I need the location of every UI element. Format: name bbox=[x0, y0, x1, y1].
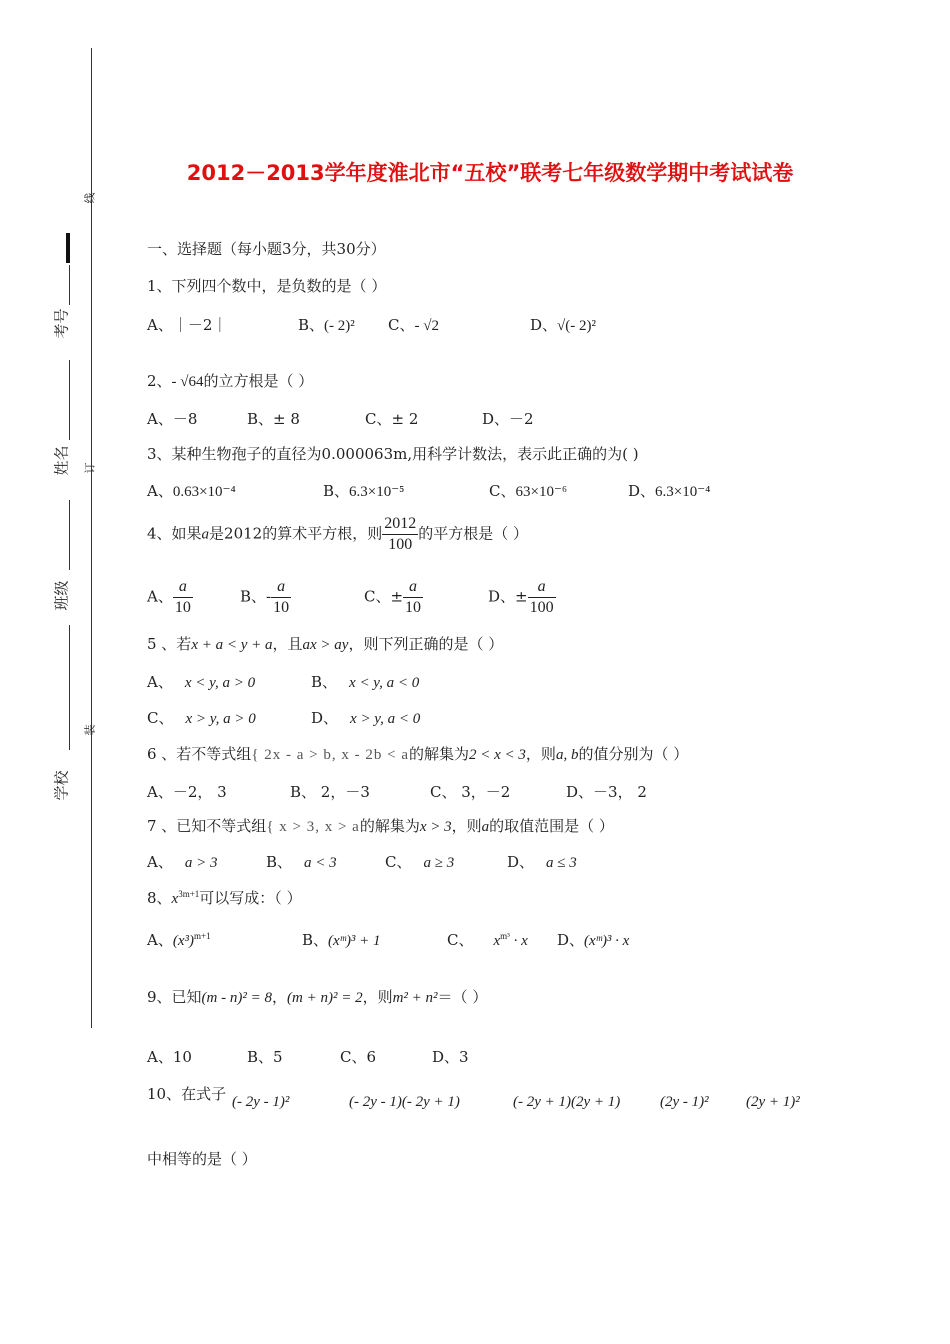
exam-no-label: 考号 bbox=[52, 308, 71, 339]
binding-margin bbox=[0, 0, 110, 1344]
q7-stem-mid2: ，则 bbox=[451, 817, 482, 835]
q4-fraction bbox=[382, 514, 418, 555]
q7-option-c-math: a ≥ 3 bbox=[423, 855, 455, 871]
school-line bbox=[69, 625, 70, 750]
q2-option-c: C、± 2 bbox=[365, 410, 419, 428]
q9-eq1: (m - n)² = 8 bbox=[201, 990, 272, 1006]
q6-option-a: A、－2， 3 bbox=[147, 783, 227, 801]
q5-option-b-math: x < y, a < 0 bbox=[349, 675, 420, 691]
q4-option-c bbox=[364, 577, 423, 618]
school-label: 学校 bbox=[52, 770, 71, 801]
q8-option-c-tail: · x bbox=[509, 933, 528, 949]
q8-option-c-math: x bbox=[493, 933, 501, 949]
q10-expr-5: (2y + 1)² bbox=[746, 1094, 800, 1110]
q10-expr-3: (- 2y + 1)(2y + 1) bbox=[513, 1094, 621, 1110]
name-line bbox=[69, 360, 70, 440]
q1-option-d-label: D、 bbox=[530, 316, 558, 334]
q2-option-d: D、－2 bbox=[482, 410, 534, 428]
q8-exponent: 3m+1 bbox=[178, 889, 200, 899]
q6-system: { 2x - a > b, x - 2b < a bbox=[251, 747, 409, 763]
q9-stem-post: ＝（ ） bbox=[437, 988, 488, 1006]
q4-option-d-frac bbox=[528, 577, 556, 618]
q8-stem-pre: 8、 bbox=[147, 889, 172, 907]
q5-stem-mid: ，且 bbox=[272, 635, 303, 653]
q7-system: { x > 3, x > a bbox=[266, 819, 360, 835]
q4-option-b-num: a bbox=[271, 577, 291, 598]
q1-option-b-math: (- 2)² bbox=[324, 318, 355, 334]
q2-stem-math: - √64 bbox=[171, 374, 204, 390]
q3-option-c bbox=[489, 480, 567, 501]
q9-expr: m² + n² bbox=[392, 990, 438, 1006]
q2-option-b: B、± 8 bbox=[247, 410, 300, 428]
q5-option-b bbox=[311, 671, 419, 692]
q8-stem bbox=[147, 887, 302, 908]
q8-option-b-label: B、 bbox=[302, 931, 329, 949]
q9-option-d: D、3 bbox=[432, 1048, 469, 1066]
q4-option-d bbox=[488, 577, 556, 618]
q4-option-d-den: 100 bbox=[529, 599, 554, 616]
q4-option-b-den: 10 bbox=[273, 599, 290, 616]
q5-option-a bbox=[147, 671, 255, 692]
q6-stem-mid2: ，则 bbox=[525, 745, 556, 763]
q2-stem bbox=[147, 370, 313, 391]
q2-stem-pre: 2、 bbox=[147, 372, 172, 390]
q8-option-b bbox=[302, 929, 381, 950]
q5-option-d-math: x > y, a < 0 bbox=[350, 711, 421, 727]
q9-eq2: (m + n)² = 2 bbox=[287, 990, 363, 1006]
q5-stem-post: ，则下列正确的是（ ） bbox=[348, 635, 504, 653]
q5-stem-pre: 5 、若 bbox=[147, 635, 192, 653]
q4-frac-num: 2012 bbox=[382, 514, 418, 535]
q7-solution: x > 3 bbox=[419, 819, 452, 835]
q8-option-a-exp: m+1 bbox=[194, 931, 211, 941]
q5-option-a-math: x < y, a > 0 bbox=[184, 675, 256, 691]
name-label: 姓名 bbox=[52, 445, 71, 476]
q3-option-c-label: C、 bbox=[489, 482, 516, 500]
q7-option-a-math: a > 3 bbox=[184, 855, 218, 871]
q7-option-a bbox=[147, 851, 217, 872]
q6-vars: a, b bbox=[555, 747, 579, 763]
q5-option-d bbox=[311, 707, 420, 728]
q7-option-d bbox=[507, 851, 577, 872]
q4-option-a-label: A、 bbox=[147, 587, 173, 606]
q7-option-b-math: a < 3 bbox=[304, 855, 337, 871]
q4-option-c-den: 10 bbox=[405, 599, 422, 616]
q6-stem-mid: 的解集为 bbox=[409, 745, 470, 763]
q8-option-d bbox=[557, 929, 629, 950]
q6-stem bbox=[147, 743, 688, 764]
q3-option-c-math: 63×10⁻⁶ bbox=[515, 484, 568, 500]
q7-stem-mid: 的解集为 bbox=[359, 817, 420, 835]
q8-stem-post: 可以写成：（ ） bbox=[199, 889, 302, 907]
q7-option-d-label: D、 bbox=[507, 853, 535, 871]
q5-option-b-label: B、 bbox=[311, 673, 338, 691]
q7-option-b bbox=[266, 851, 337, 872]
q8-option-c-label: C、 bbox=[447, 931, 474, 949]
q7-stem bbox=[147, 815, 614, 836]
q4-frac-den: 100 bbox=[388, 536, 413, 553]
q4-stem-pre: 4、如果 bbox=[147, 524, 202, 543]
q7-option-d-math: a ≤ 3 bbox=[546, 855, 577, 871]
q4-option-b bbox=[240, 577, 291, 618]
binding-bind-char: 订 bbox=[83, 462, 97, 474]
q1-option-d-math: √(- 2)² bbox=[557, 318, 596, 334]
q5-cond1: x + a < y + a bbox=[191, 637, 273, 653]
q8-option-d-math: (xᵐ)³ · x bbox=[584, 933, 630, 949]
page-title: 2012－2013学年度淮北市“五校”联考七年级数学期中考试试卷 bbox=[186, 161, 794, 185]
q7-var: a bbox=[481, 819, 490, 835]
q6-option-b: B、 2，－3 bbox=[290, 783, 370, 801]
section-header: 一、选择题（每小题3分，共30分） bbox=[147, 240, 386, 258]
q6-stem-post: 的值分别为（ ） bbox=[578, 745, 689, 763]
q5-option-d-label: D、 bbox=[311, 709, 339, 727]
q4-stem-mid: 是2012的算术平方根，则 bbox=[209, 524, 383, 543]
q10-stem-pre: 10、在式子 bbox=[147, 1085, 227, 1103]
q6-solution: 2 < x < 3 bbox=[469, 747, 526, 763]
q5-option-c bbox=[147, 707, 256, 728]
q7-option-c bbox=[385, 851, 454, 872]
q9-option-c: C、6 bbox=[340, 1048, 377, 1066]
q8-option-c-exp: m³ bbox=[500, 931, 510, 941]
q9-stem-pre: 9、已知 bbox=[147, 988, 202, 1006]
q10-expr-1: (- 2y - 1)² bbox=[232, 1094, 290, 1110]
q3-option-b-math: 6.3×10⁻⁵ bbox=[349, 484, 405, 500]
q3-option-a-label: A、 bbox=[147, 482, 173, 500]
q1-option-c bbox=[388, 314, 439, 335]
q3-option-b bbox=[323, 480, 404, 501]
q3-option-b-label: B、 bbox=[323, 482, 350, 500]
q8-option-b-math: (xᵐ)³ + 1 bbox=[328, 933, 381, 949]
q6-option-d: D、－3， 2 bbox=[566, 783, 647, 801]
q4-option-c-label: C、± bbox=[364, 587, 404, 606]
class-line bbox=[69, 500, 70, 570]
q8-option-a bbox=[147, 929, 211, 950]
binding-mark bbox=[66, 233, 70, 263]
q5-stem bbox=[147, 633, 503, 654]
q3-option-d-math: 6.3×10⁻⁴ bbox=[655, 484, 711, 500]
q5-option-a-label: A、 bbox=[147, 673, 173, 691]
q3-option-a-math: 0.63×10⁻⁴ bbox=[172, 484, 236, 500]
q4-option-b-label: B、- bbox=[240, 587, 272, 606]
q9-option-b: B、5 bbox=[247, 1048, 283, 1066]
class-label: 班级 bbox=[52, 580, 71, 611]
q2-stem-post: 的立方根是（ ） bbox=[203, 372, 314, 390]
q8-option-a-math: (x³) bbox=[172, 933, 194, 949]
q1-option-b-label: B、 bbox=[298, 316, 325, 334]
q4-stem-post: 的平方根是（ ） bbox=[418, 524, 529, 543]
q4-option-a-num: a bbox=[173, 577, 193, 598]
q4-option-a-den: 10 bbox=[174, 599, 191, 616]
q1-option-c-math: - √2 bbox=[414, 318, 439, 334]
binding-line-char: 线 bbox=[83, 192, 97, 204]
q8-option-d-label: D、 bbox=[557, 931, 585, 949]
q1-stem: 1、下列四个数中，是负数的是（ ） bbox=[147, 277, 387, 295]
q5-option-c-label: C、 bbox=[147, 709, 174, 727]
q1-option-d bbox=[530, 314, 596, 335]
q5-cond2: ax > ay bbox=[302, 637, 349, 653]
q6-stem-pre: 6 、若不等式组 bbox=[147, 745, 252, 763]
q8-option-a-label: A、 bbox=[147, 931, 173, 949]
q1-option-c-label: C、 bbox=[388, 316, 415, 334]
q5-option-c-math: x > y, a > 0 bbox=[185, 711, 256, 727]
q7-option-a-label: A、 bbox=[147, 853, 173, 871]
q4-option-d-num: a bbox=[528, 577, 556, 598]
q2-option-a: A、－8 bbox=[147, 410, 198, 428]
q7-option-b-label: B、 bbox=[266, 853, 293, 871]
q4-stem bbox=[147, 514, 528, 555]
q10-stem-post: 中相等的是（ ） bbox=[147, 1150, 257, 1168]
q4-option-c-num: a bbox=[403, 577, 423, 598]
q1-option-b bbox=[298, 314, 355, 335]
q4-var: a bbox=[201, 526, 210, 543]
q9-sep: ， bbox=[271, 988, 287, 1006]
q7-stem-pre: 7 、已知不等式组 bbox=[147, 817, 267, 835]
q4-option-a bbox=[147, 577, 193, 618]
q8-base: x bbox=[171, 891, 179, 907]
exam-no-line bbox=[69, 265, 70, 305]
q3-option-d bbox=[628, 480, 710, 501]
q3-option-a bbox=[147, 480, 236, 501]
q3-stem: 3、某种生物孢子的直径为0.000063m,用科学计数法，表示此正确的为( ) bbox=[147, 445, 639, 463]
q4-option-a-frac bbox=[173, 577, 193, 618]
q10-expr-4: (2y - 1)² bbox=[660, 1094, 709, 1110]
q3-option-d-label: D、 bbox=[628, 482, 656, 500]
q7-stem-post: 的取值范围是（ ） bbox=[489, 817, 614, 835]
binding-pack-char: 装 bbox=[83, 724, 97, 736]
q4-option-c-frac bbox=[403, 577, 423, 618]
q4-option-d-label: D、± bbox=[488, 587, 528, 606]
q1-option-a: A、｜－2｜ bbox=[147, 316, 228, 334]
q4-option-b-frac bbox=[271, 577, 291, 618]
q9-stem bbox=[147, 986, 487, 1007]
q7-option-c-label: C、 bbox=[385, 853, 412, 871]
q8-option-c bbox=[447, 929, 528, 950]
q9-option-a: A、10 bbox=[147, 1048, 192, 1066]
q6-option-c: C、 3，－2 bbox=[430, 783, 511, 801]
q10-expr-2: (- 2y - 1)(- 2y + 1) bbox=[349, 1094, 460, 1110]
q9-stem-mid: ，则 bbox=[362, 988, 393, 1006]
